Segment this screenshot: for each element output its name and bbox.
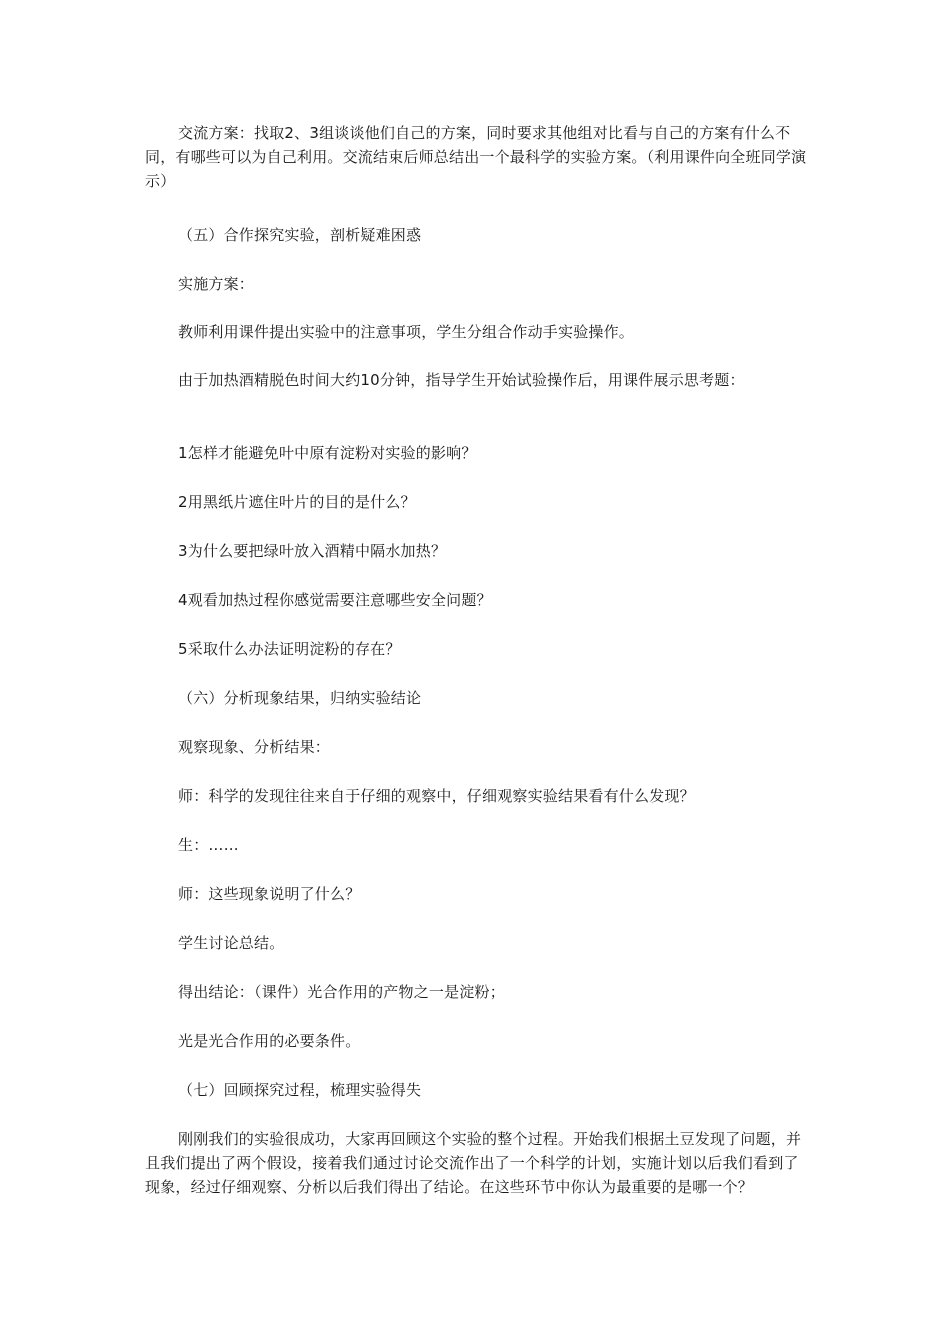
- question-item-2: 2用黑纸片遮住叶片的目的是什么？: [178, 493, 416, 511]
- section-heading-5: （五）合作探究实验，剖析疑难困惑: [178, 226, 422, 244]
- paragraph-student-reply: 生：……: [178, 836, 239, 854]
- paragraph-heating-time: 由于加热酒精脱色时间大约10分钟，指导学生开始试验操作后，用课件展示思考题：: [178, 371, 745, 389]
- question-item-4: 4观看加热过程你感觉需要注意哪些安全问题？: [178, 591, 492, 609]
- section-heading-7: （七）回顾探究过程，梳理实验得失: [178, 1081, 422, 1099]
- paragraph-student-summary: 学生讨论总结。: [178, 934, 285, 952]
- paragraph-review: 刚刚我们的实验很成功，大家再回顾这个实验的整个过程。开始我们根据土豆发现了问题，并且我们提出了两个假设，接着我们通过讨论交流作出了一个科学的计划，实施计划以后我们看到了现象，经过仔细观察、分析以后我们得出了结论。在这些环节中你认为最重要的是哪一个？: [145, 1130, 802, 1196]
- question-item-3: 3为什么要把绿叶放入酒精中隔水加热？: [178, 542, 447, 560]
- paragraph-teacher-question: 师：科学的发现往往来自于仔细的观察中，仔细观察实验结果看有什么发现？: [178, 787, 695, 805]
- paragraph-teacher-notes: 教师利用课件提出实验中的注意事项，学生分组合作动手实验操作。: [178, 323, 635, 341]
- paragraph-observe: 观察现象、分析结果：: [178, 738, 331, 756]
- paragraph-teacher-followup: 师：这些现象说明了什么？: [178, 885, 361, 903]
- paragraph-conclusion: 得出结论：（课件）光合作用的产物之一是淀粉；: [178, 983, 505, 1001]
- paragraph-light-condition: 光是光合作用的必要条件。: [178, 1032, 361, 1050]
- section-heading-6: （六）分析现象结果，归纳实验结论: [178, 689, 422, 707]
- question-item-1: 1怎样才能避免叶中原有淀粉对实验的影响？: [178, 444, 477, 462]
- paragraph-implementation: 实施方案：: [178, 275, 255, 293]
- question-item-5: 5采取什么办法证明淀粉的存在？: [178, 640, 401, 658]
- paragraph-exchange-plan: 交流方案：找取2、3组谈谈他们自己的方案，同时要求其他组对比看与自己的方案有什么不同，有哪些可以为自己利用。交流结束后师总结出一个最科学的实验方案。（利用课件向全班同学演示）: [145, 124, 807, 190]
